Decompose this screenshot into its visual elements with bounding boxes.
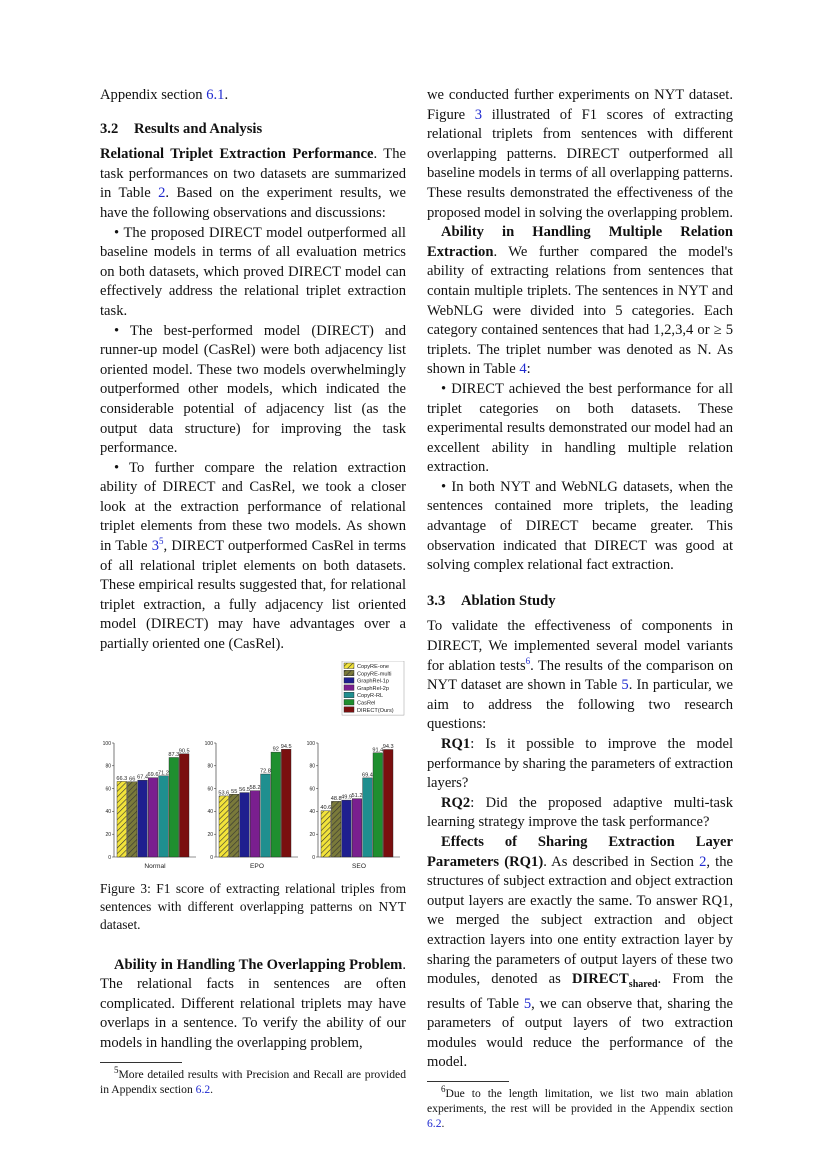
bar-copyr-rl-seo: [363, 778, 373, 857]
y-tick-label: 20: [105, 831, 111, 838]
category-label: Normal: [144, 862, 166, 870]
triplet-performance-paragraph: [100, 145, 406, 223]
footnote-6: [427, 1086, 733, 1131]
footnote-text: .: [210, 1082, 214, 1096]
legend-label: CopyRE-one: [357, 663, 390, 670]
paragraph-text: illustrated of F1 scores of extracting relational triplets from sentences with different overlapping patterns. DIRECT outperformed all baseline models in terms of all overlapping patterns. These results demonstrated the effectiveness of the proposed model in solving the overlapping problem.: [427, 106, 734, 221]
bar-copyre-one-normal: [117, 781, 127, 857]
bar-value-label: 94.3: [382, 743, 394, 750]
footnote-text: Due to the length limitation, we list two main ablation experiments, the rest will be provided in the Appendix section: [427, 1087, 733, 1115]
bar-value-label: 91.4: [372, 746, 384, 753]
bar-direct-ours--normal: [179, 753, 189, 856]
bullet-paragraph: • In both NYT and WebNLG datasets, when the sentences contained more triplets, the leading advantage of DIRECT became greater. This observation indicated that DIRECT was good at solving complex relational fact extraction.: [427, 478, 733, 574]
y-tick-label: 60: [207, 786, 213, 793]
paragraph-text: . From the results of Table: [427, 971, 733, 1012]
overlap-paragraph: [100, 956, 406, 1054]
section-heading-3-2: [100, 120, 406, 140]
bar-value-label: 67.4: [137, 774, 149, 781]
bar-copyre-multi-seo: [331, 801, 341, 857]
y-tick-label: 40: [309, 808, 315, 815]
bar-copyre-one-seo: [321, 810, 331, 856]
paragraph-text: . We further compared the model's ability of extracting relations from sentences that contain multiple triplets. The sentences in NYT and WebNLG were divided into 5 categories. Each category contained sentences that had 1,2,3,4 or ≥ 5 triplets. The triplet number was denoted as N. As shown in Table: [427, 243, 733, 378]
y-tick-label: 80: [309, 763, 315, 770]
footnote-number: 6: [441, 1084, 446, 1095]
table-link[interactable]: 5: [621, 677, 629, 694]
bar-value-label: 71.2: [157, 769, 169, 776]
bar-graphrel-2p-normal: [148, 777, 158, 856]
y-tick-label: 0: [108, 854, 111, 861]
footnote-marker[interactable]: 5: [159, 536, 164, 547]
bar-chart-svg: [100, 661, 406, 876]
left-column: [100, 86, 406, 1097]
model-subscript: shared: [628, 979, 658, 991]
sharing-effects-paragraph: [427, 833, 733, 1073]
category-label: SEO: [352, 862, 366, 870]
category-label: EPO: [250, 862, 264, 870]
section-number: 3.2: [100, 120, 119, 137]
paragraph-text: : Is it possible to improve the model performance by sharing the parameters of extraction layers?: [427, 736, 733, 792]
legend-swatch: [344, 685, 354, 691]
paragraph-text: . As described in Section: [543, 853, 700, 870]
footnote-marker[interactable]: 6: [525, 655, 531, 666]
multiple-relation-paragraph: [427, 223, 733, 380]
y-tick-label: 100: [204, 740, 213, 747]
bar-direct-ours--epo: [281, 749, 291, 857]
figure-caption: Figure 3: F1 score of extracting relational triples from sentences with different overlapping patterns on NYT dataset.: [100, 880, 406, 932]
rq1-paragraph: [427, 735, 733, 794]
bar-casrel-epo: [271, 752, 281, 857]
y-tick-label: 40: [207, 808, 213, 815]
right-column: [427, 86, 733, 1131]
bar-value-label: 40.6: [320, 804, 332, 811]
bar-value-label: 69.6: [147, 771, 159, 778]
y-tick-label: 100: [306, 740, 315, 747]
paragraph-text: To validate the effectiveness of components in DIRECT, We implemented several model variants for ablation tests: [427, 618, 733, 674]
bar-value-label: 58.2: [249, 784, 261, 791]
bullet-paragraph: • The best-performed model (DIRECT) and runner-up model (CasRel) were both adjacency list oriented model. These two models overwhelmingly outperformed other models, which indicated the considerable potential of adjacency list (as the output data structure) for improving the task performance.: [100, 322, 406, 457]
paragraph-text: . Based on the experiment results, we have the following observations and discussions:: [100, 185, 406, 221]
legend-label: CasRel: [357, 700, 376, 707]
legend-label: CopyR-RL: [357, 692, 384, 699]
paragraph-text: , we can observe that, sharing the parameters of output layers of two extraction modules would reduce the performance of the model.: [427, 995, 733, 1071]
figure-link[interactable]: 3: [474, 106, 483, 123]
footnote-divider: [427, 1081, 509, 1082]
legend-swatch: [344, 677, 354, 683]
footnote-text: More detailed results with Precision and Recall are provided in Appendix section: [100, 1067, 406, 1096]
paragraph-text: . The task performances on two datasets are summarized in Table: [100, 146, 406, 202]
y-tick-label: 0: [312, 854, 315, 861]
paragraph-heading: Relational Triplet Extraction Performance: [100, 146, 374, 163]
table-link[interactable]: 3: [151, 538, 160, 555]
y-tick-label: 80: [207, 763, 213, 770]
paragraph-text: , the structures of subject extraction and object extraction output layers are exactly the same. To answer RQ1, we merged the subject extraction and object extraction layers into one entity extraction layer by sharing the parameters of output layers of these two modules, denoted as: [427, 853, 733, 988]
paragraph-text: • To further compare the relation extraction ability of DIRECT and CasRel, we took a closer look at the extraction performance of relational triplet elements from these two models. As shown in Table: [100, 459, 406, 555]
bar-graphrel-2p-seo: [352, 798, 362, 856]
bar-value-label: 51.2: [351, 792, 363, 799]
bar-direct-ours--seo: [383, 749, 393, 857]
y-tick-label: 80: [105, 763, 111, 770]
ablation-paragraph: [427, 617, 733, 735]
bar-casrel-normal: [169, 757, 179, 857]
bar-value-label: 55: [231, 788, 238, 795]
paragraph-text: :: [526, 361, 531, 378]
legend-swatch: [344, 706, 354, 712]
legend-swatch: [344, 699, 354, 705]
bullet-paragraph: • The proposed DIRECT model outperformed all baseline models in terms of all evaluation metrics on both datasets, which proved DIRECT model can effectively address the relational triplet extraction task.: [100, 224, 406, 319]
bar-value-label: 92: [272, 746, 279, 753]
bullet-paragraph: • DIRECT achieved the best performance for all triplet categories on both datasets. These experimental results demonstrated our model had an excellent ability in handling multiple relation extraction.: [427, 380, 733, 476]
section-title: Ablation Study: [461, 592, 556, 609]
bar-value-label: 94.5: [280, 743, 292, 750]
y-tick-label: 20: [207, 831, 213, 838]
legend-swatch: [344, 670, 354, 676]
y-tick-label: 60: [309, 786, 315, 793]
model-name: DIRECT: [572, 971, 629, 988]
legend-swatch: [344, 692, 354, 698]
section-link[interactable]: 2: [699, 853, 707, 870]
y-tick-label: 100: [102, 740, 111, 747]
bar-casrel-seo: [373, 752, 383, 856]
bar-copyr-rl-normal: [159, 775, 169, 856]
legend-label: DIRECT(Ours): [357, 707, 394, 714]
y-tick-label: 40: [105, 808, 111, 815]
y-tick-label: 0: [210, 854, 213, 861]
rq2-paragraph: [427, 794, 733, 833]
legend-swatch: [344, 663, 354, 669]
y-tick-label: 60: [105, 786, 111, 793]
paragraph-text: . The results of the comparison on NYT dataset are shown in Table: [427, 657, 733, 694]
footnote-text: .: [441, 1117, 445, 1130]
legend-label: CopyRE-multi: [357, 670, 392, 677]
bar-value-label: 87.3: [168, 751, 180, 758]
paragraph-text: , DIRECT outperformed CasRel in terms of all relational triplet elements on both datasets. These empirical results suggested that, for relational triplet extraction, a fully adjacency list oriented model (DIRECT) may have advantages over a partially oriented one (CasRel).: [100, 538, 406, 653]
bar-copyr-rl-epo: [261, 774, 271, 857]
bar-value-label: 69.4: [361, 772, 373, 779]
paragraph-text: : Did the proposed adaptive multi-task learning strategy improve the task performance?: [427, 794, 733, 831]
section-title: Results and Analysis: [134, 120, 263, 137]
bar-value-label: 56.5: [239, 786, 251, 793]
figure-3-chart: [100, 661, 406, 876]
rq-label: RQ1: [441, 736, 471, 752]
bar-graphrel-1p-normal: [138, 780, 148, 857]
paragraph-heading: Ability in Handling Multiple Relation Extraction: [427, 224, 733, 260]
rq-label: RQ2: [441, 794, 471, 811]
bullet-paragraph: [100, 459, 406, 655]
y-tick-label: 20: [309, 831, 315, 838]
footnote-5: [100, 1064, 406, 1097]
bar-copyre-multi-normal: [127, 781, 137, 856]
table-link[interactable]: 2: [158, 185, 166, 202]
paragraph-text: we conducted further experiments on NYT dataset. Figure: [427, 87, 733, 123]
paragraph-heading: Effects of Sharing Extraction Layer Parameters (RQ1): [427, 833, 733, 870]
paragraph-text: Appendix section: [100, 87, 207, 103]
footnote-number: 5: [114, 1064, 119, 1075]
footnote-divider: [100, 1062, 182, 1063]
bar-copyre-multi-epo: [229, 794, 239, 857]
legend-label: GraphRel-1p: [357, 678, 390, 685]
paragraph-text: . The relational facts in sentences are often complicated. Different relational triplets may have overlaps in a sentence. To verify the ability of our models in handling the overlapping problem,: [100, 956, 406, 1051]
paragraph-heading: Ability in Handling The Overlapping Problem: [114, 956, 403, 973]
bar-value-label: 90.5: [178, 747, 190, 754]
appendix-link[interactable]: 6.2: [427, 1117, 442, 1130]
bar-copyre-one-epo: [219, 796, 229, 857]
table-link[interactable]: 5: [523, 995, 532, 1012]
bar-graphrel-2p-epo: [250, 790, 260, 856]
bar-value-label: 66: [129, 775, 136, 782]
bar-value-label: 66.3: [116, 775, 128, 782]
appendix-link[interactable]: 6.1: [206, 87, 225, 103]
bar-value-label: 49.9: [341, 794, 353, 801]
appendix-ref-paragraph: [100, 86, 406, 106]
bar-value-label: 53.6: [218, 790, 230, 797]
section-number: 3.3: [427, 592, 446, 609]
bar-value-label: 72.8: [259, 768, 271, 775]
bar-value-label: 48.8: [330, 795, 342, 802]
appendix-link[interactable]: 6.2: [195, 1082, 211, 1096]
overlap-continuation-paragraph: [427, 86, 733, 223]
bar-graphrel-1p-seo: [342, 800, 352, 857]
bar-graphrel-1p-epo: [240, 792, 250, 856]
paragraph-text: .: [224, 87, 229, 103]
table-link[interactable]: 4: [519, 361, 527, 378]
paragraph-text: . In particular, we aim to address the following two research questions:: [427, 677, 733, 733]
section-heading-3-3: [427, 592, 733, 612]
legend-label: GraphRel-2p: [357, 685, 390, 692]
